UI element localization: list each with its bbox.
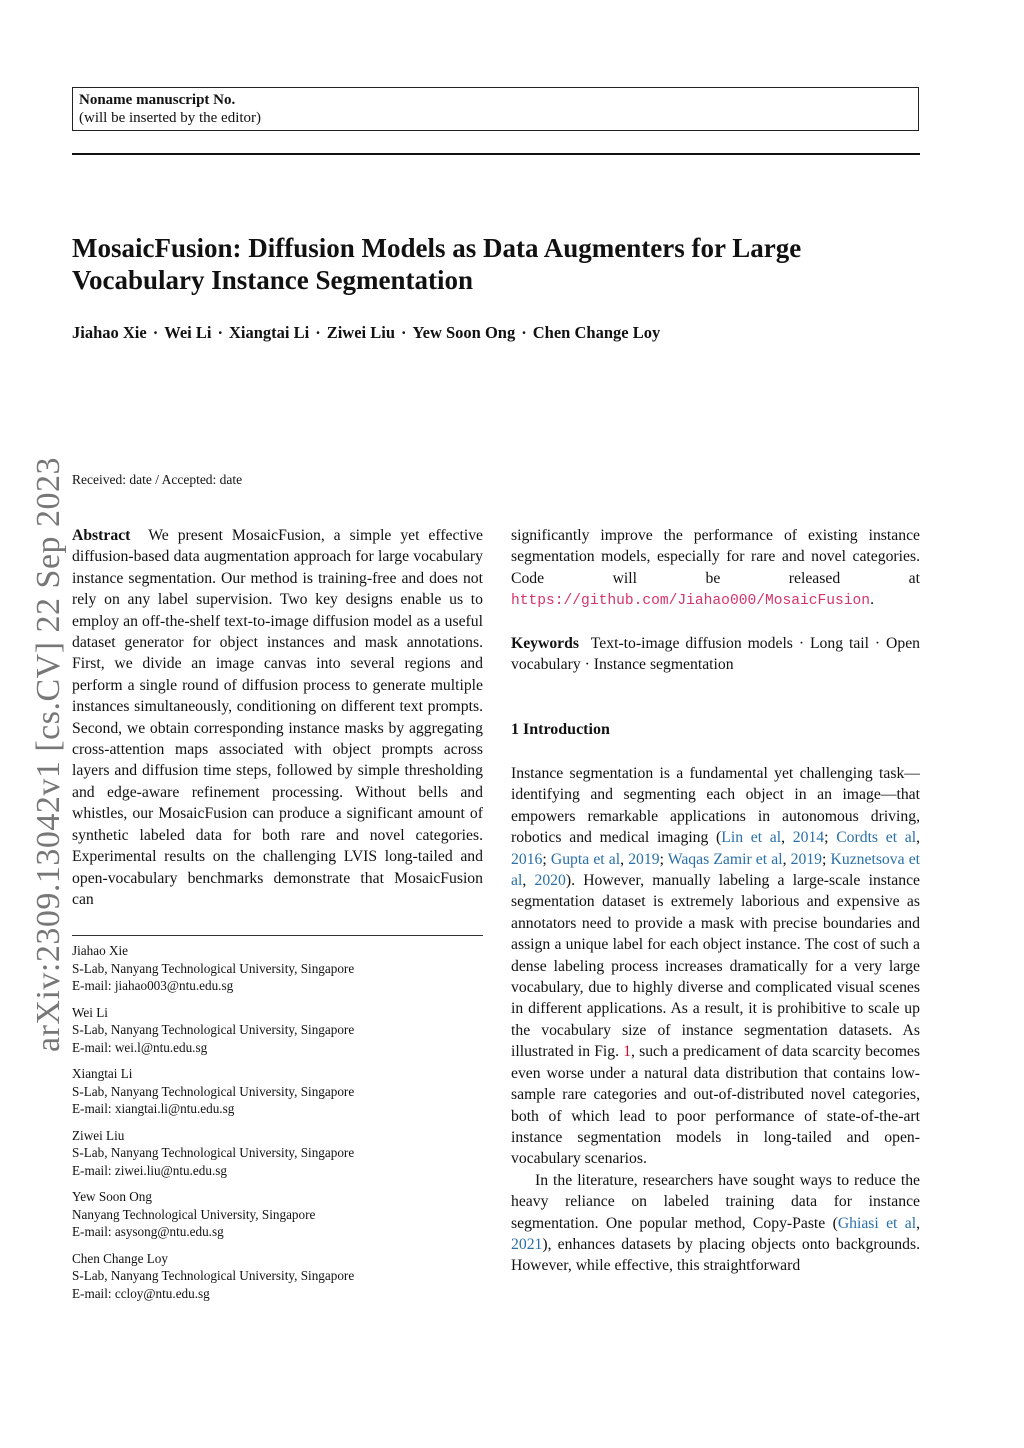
abstract-text: We present MosaicFusion, a simple yet effective diffusion-based data augmentation approach for large vocabulary instance segmentation. Our method is training-free and does not rely on any label supervision. Two key designs enable us to employ an off-the-shelf text-to-image diffusion model as a useful dataset generator for object instances and mask annotations. First, we divide an image canvas into several regions and perform a single round of diffusion process to generate multiple instances simultaneously, conditioning on different text prompts. Second, we obtain corresponding instance masks by aggregating cross-attention maps associated with object prompts across layers and diffusion time steps, followed by simple thresholding and edge-aware refinement processing. Without bells and whistles, our MosaicFusion can produce a significant amount of synthetic labeled data for both rare and novel categories. Experimental results on the challenging LVIS long-tailed and open-vocabulary benchmarks demonstrate that MosaicFusion can — [72, 527, 483, 908]
affiliation-email: E-mail: xiangtai.li@ntu.edu.sg — [72, 1101, 235, 1116]
intro-paragraph-1: Instance segmentation is a fundamental yet challenging task—identifying and segmenting each object in an image—that empowers remarkable applications in autonomous driving, robotics and medical imaging (Lin et al, 2014; Cordts et al, 2016; Gupta et al, 2019; Waqas Zamir et al, 2019; Kuznetsova et al, 2020). However, manually labeling a large-scale instance segmentation dataset is extremely laborious and expensive as annotators need to provide a mask with precise boundaries and assign a unique label for each object instance. The cost of such a dense labeling process increases dramatically for a very large vocabulary, due to highly diverse and complicated visual scenes in different applications. As a result, it is prohibitive to scale up the vocabulary size of instance segmentation datasets. As illustrated in Fig. 1, such a predicament of data scarcity becomes even worse under a natural data distribution that contains low-sample rare categories and out-of-distributed novel categories, both of which lead to poor performance of state-of-the-art instance segmentation models in long-tailed and open-vocabulary scenarios. — [511, 765, 921, 1168]
title-line-1: MosaicFusion: Diffusion Models as Data Augmenters for Large — [72, 233, 802, 263]
received-date: Received: date / Accepted: date — [72, 472, 243, 487]
abstract-column — [72, 525, 483, 910]
affiliations — [72, 942, 492, 1311]
keywords-label: Keywords — [511, 634, 579, 652]
affiliation-org: S-Lab, Nanyang Technological University, Singapore — [72, 1022, 355, 1037]
keywords-paragraph — [511, 633, 920, 676]
citation-year-link[interactable]: 2021 — [511, 1235, 543, 1253]
citation-year-link[interactable]: 2016 — [511, 850, 543, 868]
intro-text: ), enhances datasets by placing objects onto backgrounds. However, while effective, this straightforward — [511, 1235, 920, 1275]
citation-link[interactable]: Gupta et al — [550, 850, 621, 868]
affiliation-org: S-Lab, Nanyang Technological University, Singapore — [72, 1268, 355, 1283]
citation-year-link[interactable]: 2020 — [534, 872, 566, 890]
affiliation-email: E-mail: ccloy@ntu.edu.sg — [72, 1285, 210, 1301]
affiliation-email: E-mail: wei.l@ntu.edu.sg — [72, 1039, 208, 1055]
intro-text: Instance segmentation is a fundamental yet challenging task—identifying and segmenting each object in an image—that empowers remarkable applications in autonomous driving, robotics and medical imaging ( — [511, 765, 920, 847]
affiliation-block — [72, 942, 492, 995]
affiliation-org: S-Lab, Nanyang Technological University, Singapore — [72, 1145, 355, 1160]
citation-year-link[interactable]: 2019 — [628, 850, 660, 868]
affiliation-block — [72, 1127, 492, 1180]
author-separator: · — [315, 323, 321, 342]
affiliation-name: Yew Soon Ong — [72, 1189, 152, 1204]
author-separator: · — [401, 323, 407, 342]
affiliation-org: S-Lab, Nanyang Technological University, Singapore — [72, 960, 355, 976]
affiliation-email: E-mail: ziwei.liu@ntu.edu.sg — [72, 1162, 227, 1178]
citation-link[interactable]: Lin et al — [721, 829, 782, 847]
citation-link[interactable]: Cordts et al — [836, 829, 917, 847]
affiliation-name: Chen Change Loy — [72, 1250, 168, 1266]
manuscript-label: Noname manuscript No. — [79, 92, 236, 108]
abstract-continuation — [511, 525, 920, 613]
code-url-link[interactable]: https://github.com/Jiahao000/MosaicFusion — [511, 593, 871, 610]
affiliation-name: Xiangtai Li — [72, 1066, 133, 1081]
affiliation-org: S-Lab, Nanyang Technological University, Singapore — [72, 1083, 355, 1099]
abstract-paragraph — [72, 525, 483, 910]
affiliation-block — [72, 1065, 492, 1118]
author: Yew Soon Ong — [412, 323, 516, 342]
abstract-end: . — [870, 591, 874, 609]
author: Chen Change Loy — [532, 323, 661, 342]
affiliation-block — [72, 1250, 492, 1303]
author: Xiangtai Li — [228, 323, 310, 342]
intro-text: ). However, manually labeling a large-scale instance segmentation dataset is extremely laborious and expensive as annotators need to provide a mask with precise boundaries and assign a unique label for each object instance. The cost of such a dense labeling process increases dramatically for a very large vocabulary, due to highly diverse and complicated visual scenes in different applications. As a result, it is prohibitive to scale up the vocabulary size of instance segmentation datasets. As illustrated in Fig. — [511, 872, 920, 1061]
citation-year-link[interactable]: 2019 — [790, 850, 823, 868]
manuscript-note: (will be inserted by the editor) — [79, 110, 262, 126]
author-separator: · — [217, 323, 223, 342]
intro-text: In the literature, researchers have sought ways to reduce the heavy reliance on labeled training data for instance segmentation. One popular method, Copy-Paste ( — [511, 1171, 920, 1232]
affiliation-name: Ziwei Liu — [72, 1127, 125, 1143]
author: Jiahao Xie — [72, 323, 147, 342]
arxiv-stamp: arXiv:2309.13042v1 [cs.CV] 22 Sep 2023 — [30, 456, 67, 1052]
title-line-2: Vocabulary Instance Segmentation — [72, 265, 474, 295]
footnote-rule — [72, 935, 483, 936]
intro-paragraph-2: In the literature, researchers have sought ways to reduce the heavy reliance on labeled training data for instance segmentation. One popular method, Copy-Paste (Ghiasi et al, 2021), enhances datasets by placing objects onto backgrounds. However, while effective, this straightforward — [511, 1171, 920, 1275]
section-heading-introduction: 1 Introduction — [511, 721, 610, 738]
editor-note-box — [72, 87, 919, 131]
paper-title — [72, 232, 922, 296]
citation-link[interactable]: Waqas Zamir et al — [667, 850, 783, 868]
affiliation-org: Nanyang Technological University, Singapore — [72, 1206, 316, 1222]
affiliation-name: Jiahao Xie — [72, 943, 129, 958]
introduction-body — [511, 763, 920, 1277]
abstract-continued-text: significantly improve the performance of existing instance segmentation models, especially for rare and novel categories. Code will be released at — [511, 527, 920, 587]
intro-text: , such a predicament of data scarcity becomes even worse under a natural data distribution that contains low-sample rare categories and out-of-distributed novel categories, both of which lead to poor performance of state-of-the-art instance segmentation models in long-tailed and open-vocabulary scenarios. — [511, 1043, 920, 1168]
affiliation-block — [72, 1004, 492, 1057]
keywords-text: Text-to-image diffusion models · Long tail · Open vocabulary · Instance segmentation — [511, 634, 921, 674]
author: Wei Li — [164, 323, 212, 342]
citation-year-link[interactable]: 2014 — [792, 829, 825, 847]
affiliation-block — [72, 1188, 492, 1241]
affiliation-email: E-mail: asysong@ntu.edu.sg — [72, 1224, 224, 1239]
citation-link[interactable]: Ghiasi et al — [837, 1214, 917, 1232]
figure-ref-link[interactable]: 1 — [623, 1043, 632, 1061]
author-separator: · — [152, 323, 159, 342]
author-list — [72, 323, 932, 343]
header-rule — [72, 153, 920, 155]
right-column — [511, 525, 920, 675]
author: Ziwei Liu — [326, 323, 396, 342]
affiliation-email: E-mail: jiahao003@ntu.edu.sg — [72, 978, 234, 993]
abstract-label: Abstract — [72, 527, 131, 544]
author-separator: · — [521, 323, 527, 342]
citation-link[interactable]: Kuznetsova et al — [511, 850, 921, 890]
affiliation-name: Wei Li — [72, 1004, 108, 1020]
